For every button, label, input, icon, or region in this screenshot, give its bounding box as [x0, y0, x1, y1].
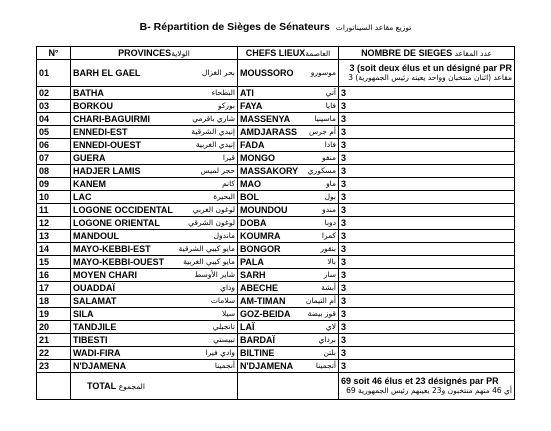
chef-lieu-name: ABECHE: [240, 283, 279, 293]
province-name: ENNEDI-EST: [73, 127, 128, 137]
province-name: BARH EL GAEL: [73, 68, 141, 78]
seats-cell: 3: [339, 152, 515, 165]
province-name: BORKOU: [73, 101, 113, 111]
seats-cell: 3: [339, 126, 515, 139]
row-number: 08: [37, 165, 71, 178]
row-number: 11: [37, 204, 71, 217]
table-row: [37, 282, 515, 295]
province-name-ar: لوغون الشرقي: [188, 218, 235, 227]
row-number: 07: [37, 152, 71, 165]
row-number: 09: [37, 178, 71, 191]
table-row: [37, 334, 515, 347]
province-name: LAC: [73, 192, 92, 202]
province-cell: [71, 204, 238, 217]
province-name-ar: أنجمينا: [214, 361, 235, 370]
chef-lieu-name: MAO: [240, 179, 261, 189]
chef-lieu-name-ar: موسورو: [310, 68, 336, 77]
chef-lieu-name-ar: أم التيمان: [305, 296, 336, 305]
header-row: [37, 47, 515, 60]
province-cell: [71, 178, 238, 191]
province-cell: [71, 113, 238, 126]
row-number: 05: [37, 126, 71, 139]
province-cell: [71, 191, 238, 204]
seats-cell: 3: [339, 230, 515, 243]
province-name-ar: إنيدي الشرقية: [191, 127, 235, 136]
chef-lieu-name-ar: دوبا: [324, 218, 336, 227]
chef-lieu-cell: [238, 152, 339, 165]
province-cell: [71, 139, 238, 152]
chef-lieu-name-ar: أبشة: [321, 283, 336, 292]
chef-lieu-cell: [238, 60, 339, 87]
province-name: MAYO-KEBBI-EST: [73, 244, 151, 254]
chef-lieu-name-ar: ماو: [326, 179, 336, 188]
seats-cell: 3: [339, 243, 515, 256]
province-cell: [71, 295, 238, 308]
header-provinces: PROVINCESالولاية: [71, 47, 238, 60]
chef-lieu-name-ar: لاي: [325, 322, 336, 331]
province-cell: [71, 308, 238, 321]
province-cell: [71, 87, 238, 100]
seats-cell: 3: [339, 295, 515, 308]
province-name: N'DJAMENA: [73, 361, 127, 371]
chef-lieu-name: SARH: [240, 270, 266, 280]
chef-lieu-cell: [238, 282, 339, 295]
province-name: SILA: [73, 309, 94, 319]
chef-lieu-cell: [238, 230, 339, 243]
province-name-ar: تبيستي: [213, 335, 235, 344]
row-number: 16: [37, 269, 71, 282]
table-row: [37, 230, 515, 243]
title-ar: توزيع مقاعد السيناتورات: [335, 23, 412, 32]
province-cell: [71, 60, 238, 87]
province-name-ar: إنيدي الغربية: [195, 140, 235, 149]
province-name-ar: بوركو: [217, 101, 235, 110]
province-cell: [71, 282, 238, 295]
chef-lieu-name-ar: فايا: [325, 101, 336, 110]
province-name: LOGONE ORIENTAL: [73, 218, 160, 228]
province-name-ar: سلامات: [210, 296, 235, 305]
chef-lieu-cell: [238, 139, 339, 152]
province-name: SALAMAT: [73, 296, 117, 306]
table-row: [37, 347, 515, 360]
province-name: CHARI-BAGUIRMI: [73, 114, 150, 124]
province-cell: [71, 100, 238, 113]
seats-cell: 3: [339, 269, 515, 282]
province-cell: [71, 217, 238, 230]
chef-lieu-name: MASSAKORY: [240, 166, 299, 176]
province-name: BATHA: [73, 88, 104, 98]
page-title: [0, 21, 551, 33]
row-number: 18: [37, 295, 71, 308]
province-name-ar: البحيرة: [213, 192, 235, 201]
province-name: MANDOUL: [73, 231, 119, 241]
province-name-ar: كانم: [222, 179, 235, 188]
province-name-ar: لوغون الغربي: [192, 205, 235, 214]
chef-lieu-name: FAYA: [240, 101, 263, 111]
chef-lieu-cell: [238, 295, 339, 308]
table-row: [37, 126, 515, 139]
table-row: [37, 256, 515, 269]
chef-lieu-cell: [238, 165, 339, 178]
chef-lieu-name: BARDAÏ: [240, 335, 275, 345]
total-num-cell: [37, 373, 71, 400]
table-row: [37, 321, 515, 334]
table-row: [37, 87, 515, 100]
province-name: GUERA: [73, 153, 106, 163]
province-cell: [71, 269, 238, 282]
province-name: TIBESTI: [73, 335, 108, 345]
province-cell: [71, 321, 238, 334]
row-number: 15: [37, 256, 71, 269]
province-cell: [71, 152, 238, 165]
total-empty-cell: [238, 373, 339, 400]
chef-lieu-name: MOUSSORO: [240, 68, 294, 78]
province-name-ar: تانجيلي: [212, 322, 235, 331]
row-number: 19: [37, 308, 71, 321]
province-name-ar: حجر لميس: [200, 166, 235, 175]
province-name-ar: شاري باقرمي: [192, 114, 235, 123]
chef-lieu-cell: [238, 334, 339, 347]
table-row: [37, 113, 515, 126]
chef-lieu-cell: [238, 204, 339, 217]
seats-cell: 3: [339, 178, 515, 191]
chef-lieu-name-ar: بنقور: [320, 244, 336, 253]
chef-lieu-name: MONGO: [240, 153, 275, 163]
chef-lieu-name-ar: برداي: [318, 335, 336, 344]
province-name-ar: البطحاء: [211, 88, 235, 97]
chef-lieu-cell: [238, 113, 339, 126]
table-row: [37, 308, 515, 321]
chef-lieu-cell: [238, 217, 339, 230]
chef-lieu-name: PALA: [240, 257, 264, 267]
row-number: 12: [37, 217, 71, 230]
table-row: [37, 60, 515, 87]
chef-lieu-name-ar: بالا: [327, 257, 336, 266]
chef-lieu-name: FADA: [240, 140, 265, 150]
row-number: 10: [37, 191, 71, 204]
chef-lieu-cell: [238, 243, 339, 256]
chef-lieu-cell: [238, 347, 339, 360]
seats-cell: 3: [339, 308, 515, 321]
chef-lieu-name: KOUMRA: [240, 231, 281, 241]
table-row: [37, 243, 515, 256]
province-name-ar: بحر الغزال: [201, 68, 235, 77]
row-number: 20: [37, 321, 71, 334]
chef-lieu-name-ar: مسكوري: [307, 166, 336, 175]
row-number: 04: [37, 113, 71, 126]
province-cell: [71, 256, 238, 269]
chef-lieu-name: ATI: [240, 88, 254, 98]
seats-cell: 3: [339, 360, 515, 373]
province-name-ar: ماندول: [213, 231, 235, 240]
chef-lieu-cell: [238, 360, 339, 373]
chef-lieu-name-ar: أنجمينا: [315, 361, 336, 370]
province-cell: [71, 360, 238, 373]
seats-cell: 3: [339, 113, 515, 126]
row-number: 02: [37, 87, 71, 100]
province-name-ar: مايو كيبي الشرقية: [178, 244, 235, 253]
total-row: [37, 373, 515, 400]
seats-cell: 3: [339, 256, 515, 269]
province-name: KANEM: [73, 179, 106, 189]
chef-lieu-name: BONGOR: [240, 244, 281, 254]
seats-cell: 3: [339, 191, 515, 204]
chef-lieu-name: MOUNDOU: [240, 205, 288, 215]
row-number: 06: [37, 139, 71, 152]
table-row: [37, 191, 515, 204]
table-row: [37, 139, 515, 152]
table-row: [37, 100, 515, 113]
province-name: OUADDAÏ: [73, 283, 115, 293]
chef-lieu-cell: [238, 126, 339, 139]
province-name-ar: مايو كيبي الغربية: [183, 257, 235, 266]
table-row: [37, 217, 515, 230]
province-name-ar: وادي فيرا: [205, 348, 235, 357]
chef-lieu-name-ar: قوز بيضة: [307, 309, 336, 318]
province-name: LOGONE OCCIDENTAL: [73, 205, 173, 215]
seats-cell: 3: [339, 139, 515, 152]
province-name: MAYO-KEBBI-OUEST: [73, 257, 165, 267]
province-name: HADJER LAMIS: [73, 166, 141, 176]
province-cell: [71, 243, 238, 256]
row-number: 21: [37, 334, 71, 347]
province-cell: [71, 230, 238, 243]
row-number: 03: [37, 100, 71, 113]
total-seats-cell: 69 soit 46 élus et 23 désignés par PR 69 أي 46 منهم منتخبون و23 يعينهم رئيس الجمهورية: [339, 373, 515, 400]
row-number: 17: [37, 282, 71, 295]
chef-lieu-name: MASSENYA: [240, 114, 291, 124]
chef-lieu-name-ar: سار: [323, 270, 336, 279]
chef-lieu-name: AMDJARASS: [240, 127, 298, 137]
total-label-cell: TOTAL المجموع: [71, 373, 238, 400]
chef-lieu-cell: [238, 256, 339, 269]
row-number: 22: [37, 347, 71, 360]
seats-cell: 3: [339, 347, 515, 360]
seats-cell: 3: [339, 165, 515, 178]
chef-lieu-name: GOZ-BEIDA: [240, 309, 291, 319]
chef-lieu-cell: [238, 308, 339, 321]
chef-lieu-cell: [238, 191, 339, 204]
province-name-ar: سيلا: [221, 309, 235, 318]
chef-lieu-name-ar: آتي: [325, 88, 336, 97]
chef-lieu-name: LAÏ: [240, 322, 255, 332]
table-row: [37, 295, 515, 308]
table-row: [37, 204, 515, 217]
chef-lieu-cell: [238, 178, 339, 191]
province-cell: [71, 334, 238, 347]
chef-lieu-name-ar: بول: [324, 192, 336, 201]
province-cell: [71, 126, 238, 139]
chef-lieu-name-ar: أم جرس: [308, 127, 336, 136]
chef-lieu-name-ar: فادا: [324, 140, 336, 149]
chef-lieu-name-ar: مندو: [322, 205, 336, 214]
table-row: [37, 165, 515, 178]
province-name: TANDJILE: [73, 322, 117, 332]
chef-lieu-name-ar: بلتن: [323, 348, 336, 357]
seats-cell: 3: [339, 204, 515, 217]
seats-cell: 3: [339, 217, 515, 230]
province-cell: [71, 347, 238, 360]
header-seats: NOMBRE DE SIEGES عدد المقاعد: [339, 47, 515, 60]
province-name: MOYEN CHARI: [73, 270, 138, 280]
seats-cell: 3: [339, 282, 515, 295]
seats-cell: 3: [339, 87, 515, 100]
seats-cell: 3: [339, 334, 515, 347]
seats-cell: 3: [339, 321, 515, 334]
chef-lieu-name: BOL: [240, 192, 259, 202]
row-number: 13: [37, 230, 71, 243]
province-name-ar: وداي: [220, 283, 235, 292]
title-fr: B- Répartition de Sièges de Sénateurs: [139, 21, 330, 33]
province-name-ar: قيرا: [222, 153, 235, 162]
table-row: [37, 152, 515, 165]
table-row: [37, 269, 515, 282]
row-number: 23: [37, 360, 71, 373]
province-name: WADI-FIRA: [73, 348, 121, 358]
table-row: [37, 360, 515, 373]
header-num: N°: [37, 47, 71, 60]
seats-cell: 3: [339, 100, 515, 113]
header-chefs-lieux: CHEFS LIEUXالعاصمة: [238, 47, 339, 60]
table-row: [37, 178, 515, 191]
seats-cell: 3 (soit deux élus et un désigné par PR 3 مقاعد (اثنان منتخبان وواحد يعينه رئيس الجمهورية): [339, 60, 515, 87]
province-name: ENNEDI-OUEST: [73, 140, 142, 150]
chef-lieu-cell: [238, 321, 339, 334]
row-number: 01: [37, 60, 71, 87]
chef-lieu-cell: [238, 269, 339, 282]
province-name-ar: شاير الأوسط: [194, 270, 235, 279]
chef-lieu-name: DOBA: [240, 218, 267, 228]
row-number: 14: [37, 243, 71, 256]
chef-lieu-cell: [238, 87, 339, 100]
chef-lieu-cell: [238, 100, 339, 113]
chef-lieu-name-ar: منقو: [322, 153, 336, 162]
province-cell: [71, 165, 238, 178]
senate-seats-table: [36, 46, 515, 400]
chef-lieu-name: BILTINE: [240, 348, 275, 358]
chef-lieu-name: N'DJAMENA: [240, 361, 294, 371]
chef-lieu-name-ar: كمرا: [321, 231, 336, 240]
chef-lieu-name: AM-TIMAN: [240, 296, 286, 306]
chef-lieu-name-ar: ماسينيا: [314, 114, 336, 123]
